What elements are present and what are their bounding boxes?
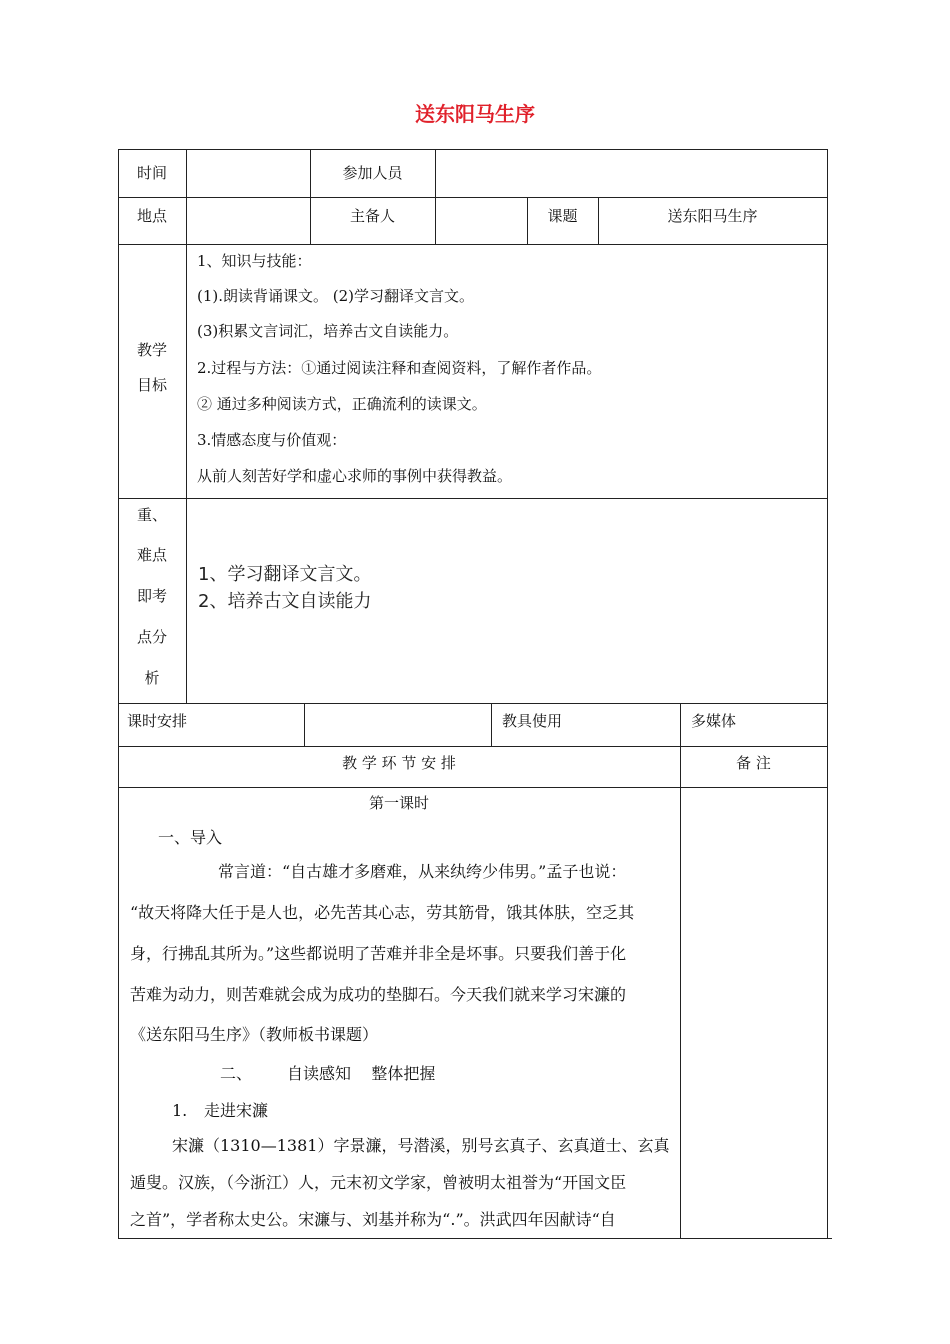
document-title: 送东阳马生序 — [415, 102, 535, 126]
keypoint-item: 2、培养古文自读能力 — [198, 591, 372, 612]
intro-line: 《送东阳马生序》（教师板书课题） — [130, 1025, 379, 1044]
objective-line: 2.过程与方法：①通过阅读注释和查阅资料，了解作者作品。 — [197, 359, 602, 377]
section2-number: 二、 — [220, 1064, 253, 1083]
place-label: 地点 — [136, 207, 167, 225]
intro-line: 身，行拂乱其所为。”这些都说明了苦难并非全是坏事。只要我们善于化 — [130, 944, 627, 963]
preparer-label: 主备人 — [349, 207, 395, 225]
topic-value: 送东阳马生序 — [667, 207, 758, 225]
keypoints-label-line: 即考 — [136, 587, 167, 605]
sub1-title: 走进宋濂 — [204, 1101, 269, 1120]
objective-line: (1).朗读背诵课文。 (2)学习翻译文言文。 — [197, 287, 475, 305]
arrangement-header: 教 学 环 节 安 排 — [342, 754, 456, 772]
schedule-label: 课时安排 — [127, 712, 188, 730]
intro-line: 常言道：“自古雄才多磨难，从来纨绔少伟男。”孟子也说： — [218, 862, 627, 881]
topic-label: 课题 — [547, 207, 578, 225]
tools-label: 教具使用 — [502, 712, 563, 730]
notes-header: 备 注 — [736, 754, 771, 772]
intro-line: “故天将降大任于是人也，必先苦其心志，劳其筋骨，饿其体肤，空乏其 — [130, 903, 635, 922]
tools-value: 多媒体 — [691, 712, 737, 730]
keypoints-label-line: 重、 — [136, 506, 167, 524]
objective-line: ② 通过多种阅读方式，正确流利的读课文。 — [197, 395, 487, 413]
keypoints-label-line: 点分 — [136, 628, 167, 646]
bio-line: 宋濂（1310—1381）字景濂，号潜溪，别号玄真子、玄真道士、玄真 — [172, 1136, 670, 1155]
objectives-label-line2: 目标 — [136, 376, 167, 394]
objective-line: (3)积累文言词汇，培养古文自读能力。 — [197, 322, 459, 340]
lesson-period: 第一课时 — [368, 794, 429, 812]
objective-line: 1、知识与技能： — [197, 252, 312, 270]
objective-line: 3.情感态度与价值观： — [197, 431, 347, 449]
objective-line: 从前人刻苦好学和虚心求师的事例中获得教益。 — [197, 467, 513, 485]
section2-title: 自读感知 整体把握 — [287, 1064, 436, 1083]
keypoint-item: 1、学习翻译文言文。 — [198, 564, 372, 585]
time-label: 时间 — [136, 164, 167, 182]
section-intro-heading: 一、导入 — [158, 828, 223, 847]
keypoints-label-line: 难点 — [136, 546, 167, 564]
sub1-number: 1. — [172, 1101, 188, 1120]
keypoints-label-line: 析 — [144, 669, 160, 687]
objectives-label-line1: 教学 — [136, 341, 167, 359]
bio-line: 之首”，学者称太史公。宋濂与、刘基并称为“.”。洪武四年因献诗“自 — [130, 1210, 616, 1229]
participants-label: 参加人员 — [342, 164, 403, 182]
intro-line: 苦难为动力，则苦难就会成为成功的垫脚石。今天我们就来学习宋濂的 — [130, 985, 627, 1004]
bio-line: 遁叟。汉族，（今浙江）人，元末初文学家，曾被明太祖誉为“开国文臣 — [130, 1173, 627, 1192]
